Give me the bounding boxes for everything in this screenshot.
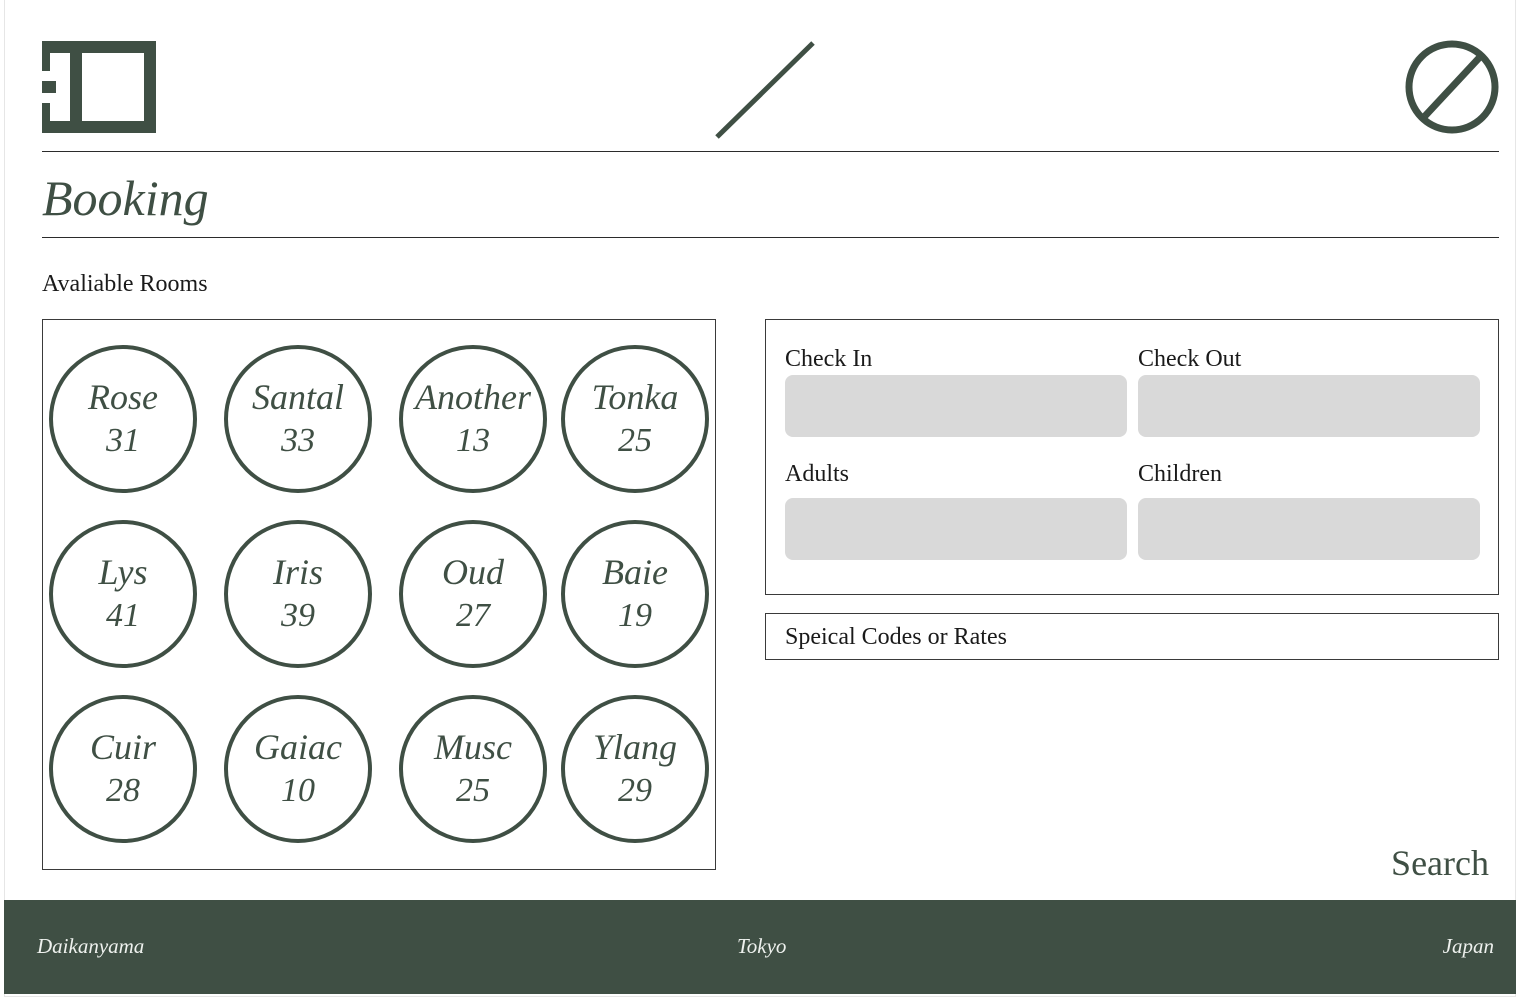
special-codes-label: Speical Codes or Rates [785,623,1007,650]
special-codes-field[interactable] [765,613,1499,660]
children-input[interactable] [1138,498,1480,560]
room-gaiac[interactable] [224,695,372,843]
room-name: Iris [272,552,323,592]
room-ylang[interactable] [561,695,709,843]
room-count: 33 [281,422,315,459]
available-rooms-label: Avaliable Rooms [42,271,208,297]
room-name: Oud [442,552,504,592]
room-another[interactable] [399,345,547,493]
title-divider [42,237,1499,238]
header-divider [42,151,1499,152]
children-label: Children [1138,461,1222,487]
rooms-panel [42,319,716,870]
room-name: Cuir [89,727,157,767]
check-in-input[interactable] [785,375,1127,437]
page-frame [4,0,1516,997]
room-count: 10 [281,772,315,809]
room-name: Rose [88,377,158,417]
room-count: 25 [618,422,652,459]
room-santal[interactable] [224,345,372,493]
monogram-logo-icon[interactable] [42,41,156,133]
room-lys[interactable] [49,520,197,668]
room-name: Gaiac [254,727,342,767]
room-cuir[interactable] [49,695,197,843]
footer-location-left: Daikanyama [37,934,145,958]
room-name: Lys [98,552,148,592]
check-out-label: Check Out [1138,346,1242,372]
room-count: 27 [456,597,490,634]
room-name: Tonka [591,377,679,417]
footer-location-right: Japan [1442,934,1494,958]
room-name: Baie [602,552,668,592]
search-button[interactable]: Search [1391,840,1489,886]
room-count: 41 [106,597,140,634]
room-count: 39 [281,597,315,634]
booking-form-panel [765,319,1499,595]
adults-label: Adults [785,461,850,487]
room-tonka[interactable] [561,345,709,493]
room-count: 28 [106,772,140,809]
room-count: 19 [618,597,652,634]
room-iris[interactable] [224,520,372,668]
room-count: 31 [106,422,140,459]
room-count: 29 [618,772,652,809]
slash-divider-icon [713,40,817,140]
adults-input[interactable] [785,498,1127,560]
check-out-input[interactable] [1138,375,1480,437]
room-name: Ylang [592,727,678,767]
room-name: Santal [251,377,344,417]
circle-slash-icon[interactable] [1405,40,1499,134]
room-name: Another [415,377,531,417]
room-name: Musc [434,727,512,767]
room-oud[interactable] [399,520,547,668]
footer-location-center: Tokyo [737,934,787,958]
room-baie[interactable] [561,520,709,668]
room-rose[interactable] [49,345,197,493]
check-in-label: Check In [785,346,873,372]
room-count: 13 [456,422,490,459]
page-title: Booking [42,170,209,226]
footer [4,900,1516,994]
room-count: 25 [456,772,490,809]
room-musc[interactable] [399,695,547,843]
